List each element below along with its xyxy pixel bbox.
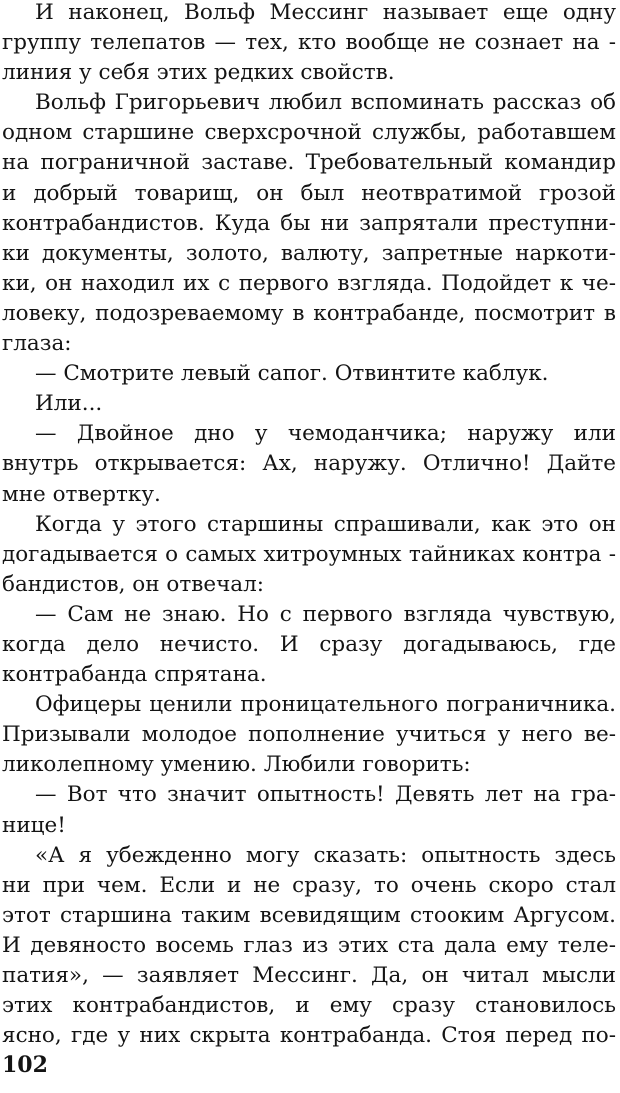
- paragraph: [2, 389, 616, 419]
- text-line: глаза:: [2, 331, 72, 357]
- paragraph: [2, 841, 616, 1052]
- text-line: ни при чем. Если и не сразу, то очень скоро стал: [2, 872, 616, 898]
- text-line: Вольф Григорьевич любил вспоминать рассказ об: [35, 90, 616, 116]
- text-line: бандистов, он отвечал:: [2, 571, 265, 597]
- text-line: — Смотрите левый сапог. Отвинтите каблук.: [35, 361, 549, 387]
- paragraph: [2, 0, 616, 88]
- text-line: внутрь открывается: Ах, наружу. Отлично! Дайте: [2, 451, 616, 477]
- page-number: 102: [2, 1052, 48, 1078]
- text-line: догадывается о самых хитроумных тайниках контра -: [2, 541, 616, 567]
- text-line: Или...: [35, 391, 103, 417]
- text-line: контрабанда спрятана.: [2, 662, 267, 688]
- text-line: ясно, где у них скрыта контрабанда. Стоя перед по-: [2, 1023, 616, 1049]
- text-line: — Вот что значит опытность! Девять лет на гра-: [35, 782, 616, 808]
- text-line: одном старшине сверхсрочной службы, работавшем: [2, 120, 616, 146]
- text-line: мне отвертку.: [2, 481, 161, 507]
- paragraph: [2, 419, 616, 509]
- text-line: Офицеры ценили проницательного пограничника.: [35, 692, 616, 718]
- text-line: контрабандистов. Куда бы ни запрятали преступни-: [2, 210, 616, 236]
- paragraph: [2, 690, 616, 780]
- paragraph: [2, 780, 616, 840]
- text-line: И девяносто восемь глаз из этих ста дала ему теле-: [2, 932, 616, 958]
- text-body: [2, 0, 616, 1051]
- text-line: Призывали молодое пополнение учиться у него ве-: [2, 722, 616, 748]
- text-line: этот старшина таким всевидящим стооким Аргусом.: [2, 902, 616, 928]
- text-line: этих контрабандистов, и ему сразу становилось: [2, 993, 616, 1019]
- paragraph: [2, 510, 616, 600]
- paragraph: [2, 88, 616, 359]
- text-line: «А я убежденно могу сказать: опытность здесь: [35, 842, 616, 868]
- text-line: И наконец, Вольф Мессинг называет еще одну: [35, 0, 616, 25]
- text-line: линия у себя этих редких свойств.: [2, 60, 395, 86]
- text-line: и добрый товарищ, он был неотвратимой грозой: [2, 180, 616, 206]
- text-line: когда дело нечисто. И сразу догадываюсь, где: [2, 631, 616, 657]
- text-line: ловеку, подозреваемому в контрабанде, посмотрит в: [2, 300, 616, 326]
- text-line: ликолепному умению. Любили говорить:: [2, 752, 471, 778]
- text-line: патия», — заявляет Мессинг. Да, он читал мысли: [2, 963, 616, 988]
- text-line: на пограничной заставе. Требовательный командир: [2, 150, 616, 176]
- paragraph: [2, 600, 616, 690]
- paragraph: [2, 359, 616, 389]
- text-line: — Сам не знаю. Но с первого взгляда чувствую,: [35, 601, 616, 627]
- text-line: — Двойное дно у чемоданчика; наружу или: [35, 421, 616, 447]
- text-line: группу телепатов — тех, кто вообще не сознает на -: [2, 30, 616, 56]
- text-line: ки документы, золото, валюту, запретные наркоти-: [2, 240, 616, 266]
- text-line: нице!: [2, 812, 66, 838]
- text-line: ки, он находил их с первого взгляда. Подойдет к че-: [2, 270, 616, 296]
- text-line: Когда у этого старшины спрашивали, как это он: [35, 511, 616, 537]
